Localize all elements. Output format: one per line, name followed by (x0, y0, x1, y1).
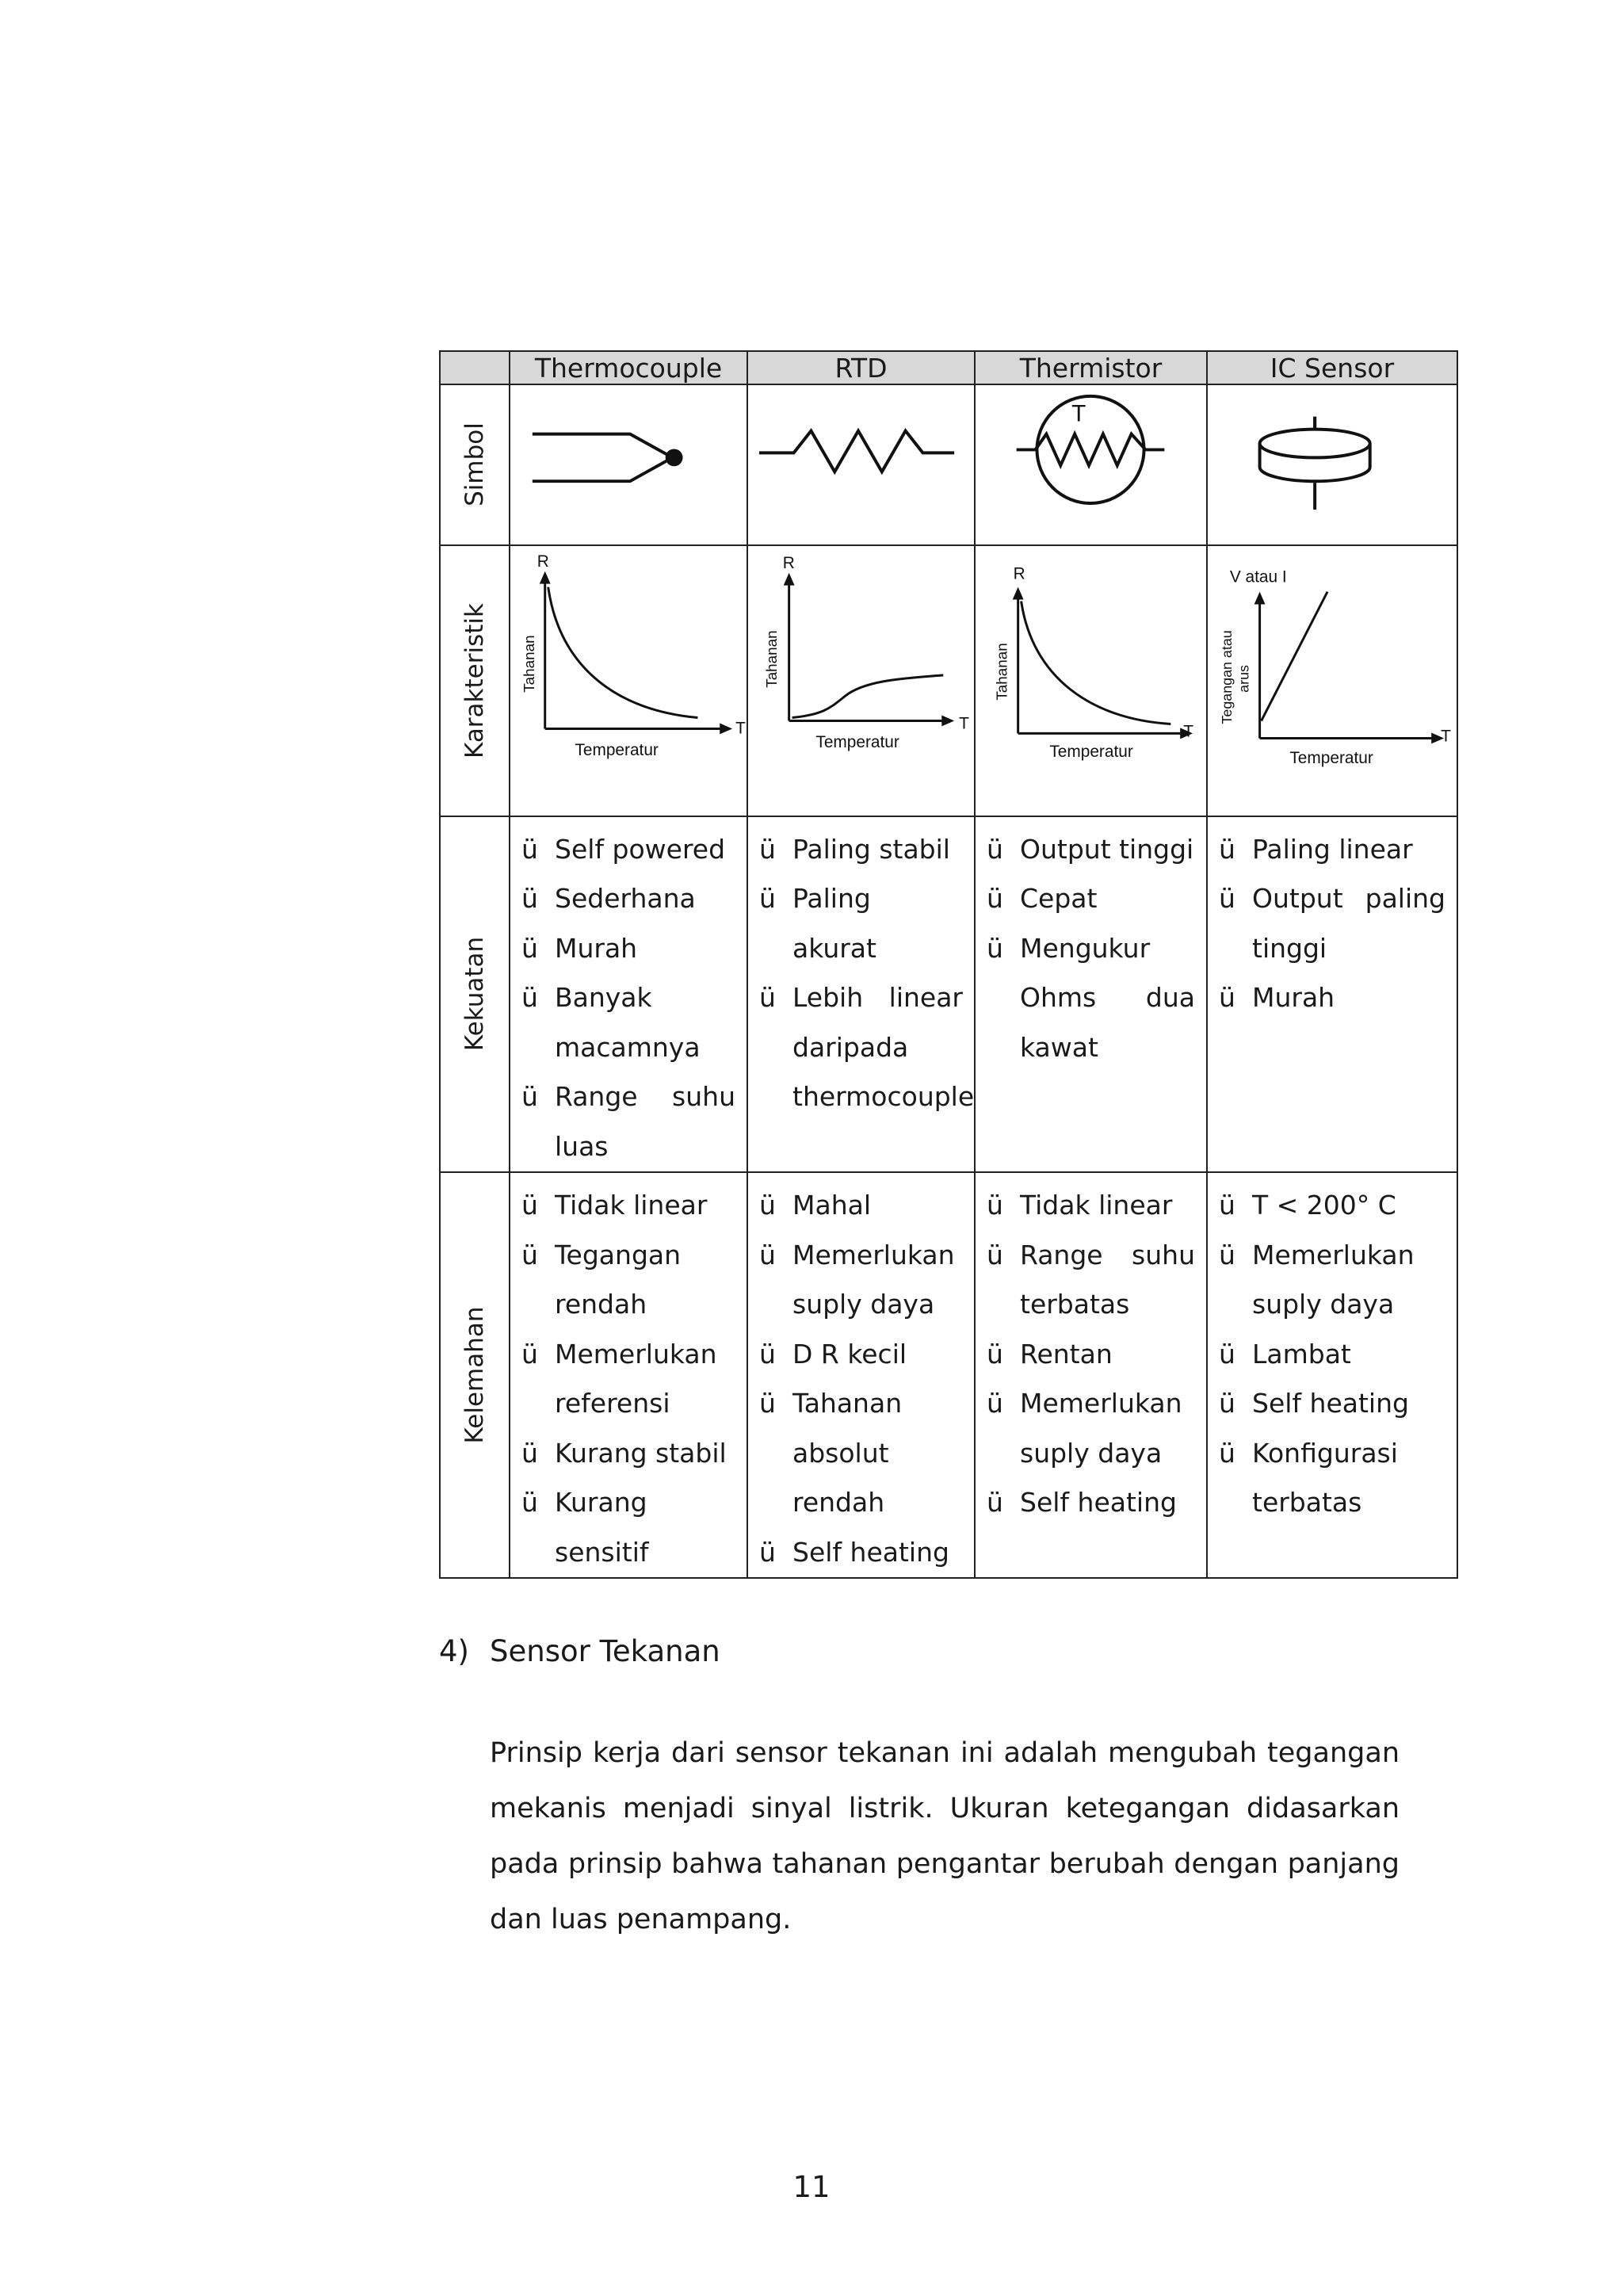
list-item (987, 1181, 1195, 1231)
list-item (759, 1330, 963, 1380)
list-item (759, 825, 963, 875)
checkmark-bullet-icon: ü (1219, 982, 1235, 1014)
list-item (521, 1330, 735, 1429)
svg-text:Tahanan: Tahanan (762, 630, 780, 688)
svg-text:arus: arus (1235, 664, 1252, 693)
checkmark-bullet-icon: ü (1219, 1239, 1235, 1270)
checkmark-bullet-icon: ü (521, 883, 538, 915)
list-item (1219, 1429, 1445, 1528)
thermistor-icon (976, 385, 1206, 544)
kekuatan-list-thermistor (976, 817, 1206, 1073)
thermocouple-symbol (510, 384, 747, 545)
list-item (759, 1379, 963, 1528)
page-number: 11 (792, 2170, 831, 2204)
svg-text:V atau I: V atau I (1229, 567, 1287, 586)
list-item (521, 924, 735, 974)
thermocouple-characteristic-chart (510, 546, 747, 816)
list-item-text: Rentan (1020, 1338, 1113, 1370)
thermistor-symbol (975, 384, 1207, 545)
checkmark-bullet-icon: ü (987, 883, 1003, 915)
row-simbol (440, 384, 1457, 545)
row-kekuatan (440, 816, 1457, 1173)
rtd-characteristic-chart (748, 546, 974, 816)
list-item-text: Output paling tinggi (1252, 883, 1445, 964)
ic-sensor-chart (1207, 545, 1457, 816)
row-label-karakteristik: Karakteristik (440, 545, 510, 816)
rtd-symbol (747, 384, 975, 545)
list-item (521, 825, 735, 875)
list-item (987, 1379, 1195, 1478)
list-item (987, 924, 1195, 1073)
list-item-text: Konfigurasi terbatas (1252, 1437, 1398, 1519)
kelemahan-list-rtd (748, 1173, 974, 1577)
checkmark-bullet-icon: ü (759, 1388, 776, 1419)
resistor-icon (748, 385, 974, 544)
kelemahan-cell (747, 1172, 975, 1578)
kelemahan-list-thermocouple (510, 1173, 747, 1577)
list-item-text: Output tinggi (1020, 833, 1194, 865)
row-label-kelemahan: Kelemahan (440, 1172, 510, 1578)
list-item (1219, 1379, 1445, 1429)
list-item (987, 825, 1195, 875)
svg-text:R: R (1013, 564, 1025, 583)
list-item (521, 1429, 735, 1479)
checkmark-bullet-icon: ü (521, 833, 538, 865)
list-item-text: Lebih linear daripada thermocouple (792, 982, 975, 1113)
ic-sensor-characteristic-chart (1208, 546, 1457, 816)
checkmark-bullet-icon: ü (521, 1239, 538, 1270)
svg-text:Tegangan atau: Tegangan atau (1218, 629, 1235, 724)
svg-text:Tahanan: Tahanan (993, 643, 1010, 701)
svg-text:T: T (1441, 727, 1451, 746)
list-item-text: Mengukur Ohms dua kawat (1020, 932, 1195, 1063)
list-item (759, 973, 975, 1122)
checkmark-bullet-icon: ü (987, 1388, 1003, 1419)
checkmark-bullet-icon: ü (987, 833, 1003, 865)
checkmark-bullet-icon: ü (1219, 1437, 1235, 1469)
list-item (1219, 825, 1445, 875)
list-item (987, 1330, 1195, 1380)
row-label-kekuatan: Kekuatan (440, 816, 510, 1173)
checkmark-bullet-icon: ü (987, 1190, 1003, 1221)
kelemahan-list-thermistor (976, 1173, 1206, 1528)
list-item-text: Paling stabil (792, 833, 950, 865)
svg-text:Temperatur: Temperatur (1049, 742, 1133, 761)
checkmark-bullet-icon: ü (521, 1081, 538, 1113)
list-item-text: D R kecil (792, 1338, 907, 1370)
list-item-text: Murah (555, 932, 638, 964)
header-corner (440, 351, 510, 384)
list-item-text: Self powered (555, 833, 726, 865)
ic-sensor-icon (1208, 385, 1457, 544)
section-number: 4) (439, 1634, 469, 1668)
thermistor-characteristic-chart (976, 546, 1206, 816)
list-item-text: Self heating (1252, 1388, 1409, 1419)
kekuatan-list-ic-sensor (1208, 817, 1457, 1023)
header-thermocouple: Thermocouple (510, 351, 747, 384)
list-item (1219, 1231, 1445, 1330)
sensor-comparison-table (439, 350, 1458, 1579)
kekuatan-cell (1207, 816, 1457, 1173)
list-item (987, 1231, 1195, 1330)
checkmark-bullet-icon: ü (1219, 883, 1235, 915)
list-item (987, 874, 1195, 924)
section-heading (439, 1634, 720, 1668)
table-header-row (440, 351, 1457, 384)
list-item (521, 1231, 735, 1330)
list-item-text: Paling akurat (792, 883, 876, 964)
checkmark-bullet-icon: ü (1219, 1190, 1235, 1221)
kelemahan-cell (1207, 1172, 1457, 1578)
svg-text:T: T (735, 719, 746, 738)
list-item (521, 1181, 735, 1231)
list-item (1219, 874, 1445, 973)
list-item (521, 973, 735, 1072)
list-item-text: T < 200° C (1252, 1190, 1396, 1221)
checkmark-bullet-icon: ü (987, 1239, 1003, 1270)
list-item-text: Range suhu luas (555, 1081, 735, 1162)
list-item-text: Tidak linear (1020, 1190, 1173, 1221)
row-kelemahan (440, 1172, 1457, 1578)
svg-text:Temperatur: Temperatur (1289, 748, 1373, 767)
list-item (759, 1181, 963, 1231)
checkmark-bullet-icon: ü (521, 932, 538, 964)
list-item (987, 1478, 1195, 1528)
list-item (521, 1072, 735, 1171)
list-item-text: Lambat (1252, 1338, 1351, 1370)
svg-text:Tahanan: Tahanan (520, 635, 537, 693)
list-item-text: Cepat (1020, 883, 1098, 915)
svg-text:Temperatur: Temperatur (815, 732, 899, 751)
header-ic-sensor: IC Sensor (1207, 351, 1457, 384)
list-item (1219, 1181, 1445, 1231)
list-item-text: Paling linear (1252, 833, 1413, 865)
thermocouple-symbol-icon (510, 385, 747, 544)
list-item (759, 1528, 963, 1578)
list-item-text: Banyak macamnya (555, 982, 701, 1063)
checkmark-bullet-icon: ü (759, 982, 776, 1014)
kekuatan-list-thermocouple (510, 817, 747, 1172)
checkmark-bullet-icon: ü (987, 1338, 1003, 1370)
kekuatan-list-rtd (748, 817, 974, 1122)
checkmark-bullet-icon: ü (521, 1437, 538, 1469)
list-item-text: Sederhana (555, 883, 696, 915)
list-item (521, 1478, 735, 1577)
list-item-text: Kurang sensitif (555, 1487, 649, 1568)
checkmark-bullet-icon: ü (759, 833, 776, 865)
checkmark-bullet-icon: ü (1219, 1388, 1235, 1419)
list-item-text: Memerlukan suply daya (792, 1239, 955, 1320)
section-title: Sensor Tekanan (490, 1634, 720, 1668)
checkmark-bullet-icon: ü (759, 1190, 776, 1221)
list-item-text: Memerlukan referensi (555, 1338, 717, 1419)
checkmark-bullet-icon: ü (987, 932, 1003, 964)
list-item-text: Tahanan absolut rendah (792, 1388, 903, 1519)
list-item (759, 874, 963, 973)
svg-text:T: T (959, 714, 969, 733)
kelemahan-cell (975, 1172, 1207, 1578)
svg-text:Temperatur: Temperatur (575, 740, 659, 759)
checkmark-bullet-icon: ü (521, 982, 538, 1014)
list-item (759, 1231, 963, 1330)
ic-sensor-symbol (1207, 384, 1457, 545)
list-item-text: Self heating (792, 1536, 949, 1568)
checkmark-bullet-icon: ü (759, 1536, 776, 1568)
checkmark-bullet-icon: ü (521, 1338, 538, 1370)
thermistor-t-label: T (1071, 400, 1086, 427)
row-karakteristik (440, 545, 1457, 816)
list-item-text: Range suhu terbatas (1020, 1239, 1195, 1320)
rtd-chart (747, 545, 975, 816)
checkmark-bullet-icon: ü (759, 1239, 776, 1270)
checkmark-bullet-icon: ü (759, 1338, 776, 1370)
list-item-text: Tidak linear (555, 1190, 708, 1221)
list-item-text: Memerlukan suply daya (1020, 1388, 1182, 1469)
list-item-text: Kurang stabil (555, 1437, 727, 1469)
header-rtd: RTD (747, 351, 975, 384)
kelemahan-cell (510, 1172, 747, 1578)
thermocouple-chart (510, 545, 747, 816)
svg-text:T: T (1183, 722, 1193, 741)
list-item-text: Self heating (1020, 1487, 1177, 1519)
checkmark-bullet-icon: ü (1219, 1338, 1235, 1370)
list-item-text: Memerlukan suply daya (1252, 1239, 1415, 1320)
checkmark-bullet-icon: ü (1219, 833, 1235, 865)
kekuatan-cell (747, 816, 975, 1173)
list-item-text: Mahal (792, 1190, 871, 1221)
thermistor-chart (975, 545, 1207, 816)
kekuatan-cell (510, 816, 747, 1173)
checkmark-bullet-icon: ü (521, 1190, 538, 1221)
list-item (1219, 973, 1445, 1023)
kekuatan-cell (975, 816, 1207, 1173)
svg-text:R: R (782, 553, 795, 572)
checkmark-bullet-icon: ü (987, 1487, 1003, 1519)
section-paragraph: Prinsip kerja dari sensor tekanan ini adalah mengubah tegangan mekanis menjadi sinyal listrik. Ukuran ketegangan didasarkan pada prinsip bahwa tahanan pengantar berubah dengan panjang dan luas penampang. (490, 1737, 1400, 1935)
row-label-simbol: Simbol (440, 384, 510, 545)
checkmark-bullet-icon: ü (521, 1487, 538, 1519)
list-item (521, 874, 735, 924)
svg-text:R: R (537, 552, 549, 571)
kelemahan-list-ic-sensor (1208, 1173, 1457, 1528)
list-item-text: Tegangan rendah (555, 1239, 682, 1320)
list-item-text: Murah (1252, 982, 1335, 1014)
checkmark-bullet-icon: ü (759, 883, 776, 915)
list-item (1219, 1330, 1445, 1380)
header-thermistor: Thermistor (975, 351, 1207, 384)
